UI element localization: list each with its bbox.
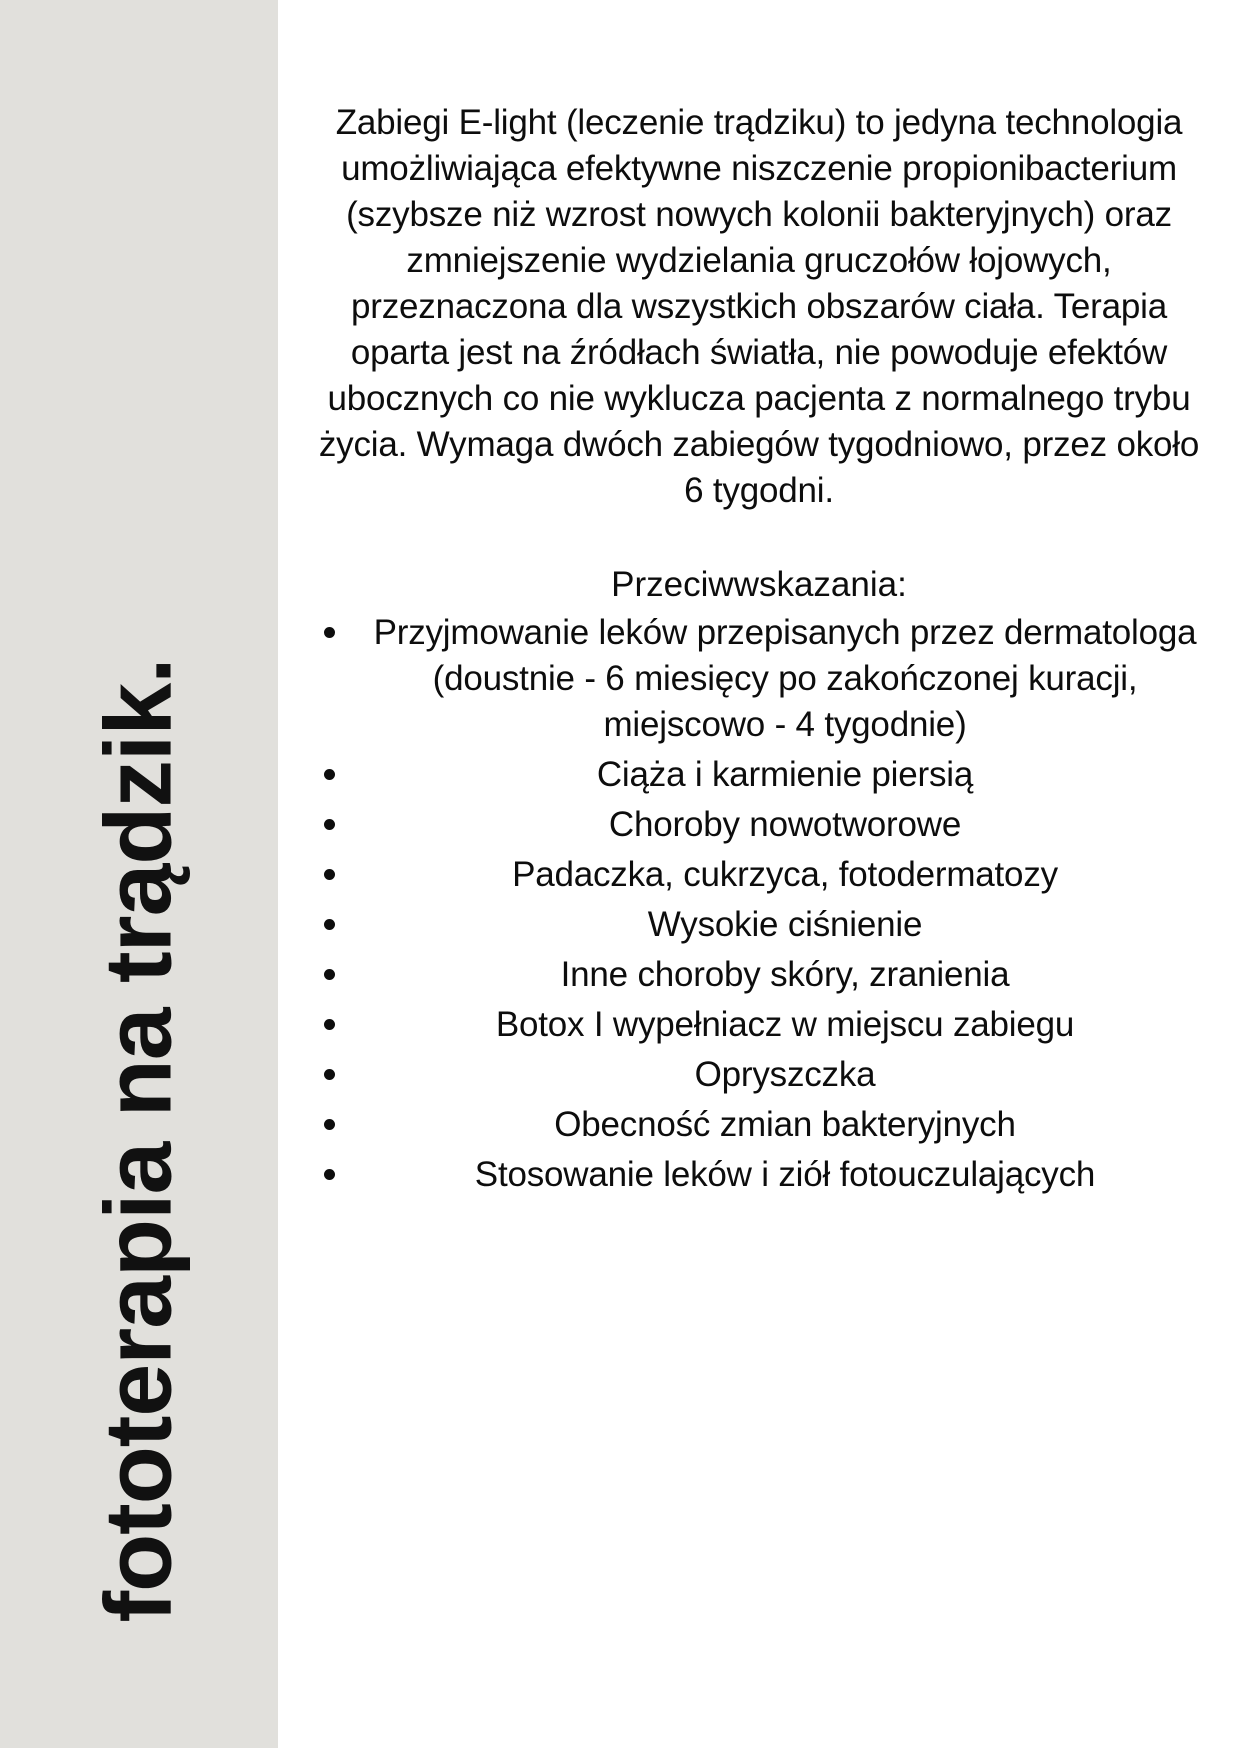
list-item bbox=[308, 902, 1210, 948]
list-item-label: Stosowanie leków i ziół fotouczulających bbox=[474, 1155, 1096, 1195]
bullet-icon bbox=[324, 1119, 335, 1130]
bullet-icon bbox=[324, 819, 335, 830]
intro-paragraph: Zabiegi E-light (leczenie trądziku) to jedyna technologia umożliwiająca efektywne niszczenie propionibacterium (szybsze niż wzrost nowych kolonii bakteryjnych) oraz zmniejszenie wydzielania gruczołów łojowych, przeznaczona dla wszystkich obszarów ciała. Terapia oparta jest na źródłach światła, nie powoduje efektów ubocznych co nie wyklucza pacjenta z normalnego trybu życia. Wymaga dwóch zabiegów tygodniowo, przez około 6 tygodni. bbox=[318, 103, 1200, 511]
bullet-icon bbox=[324, 627, 335, 638]
bullet-icon bbox=[324, 919, 335, 930]
section-spacer bbox=[308, 514, 1210, 562]
contraindications-heading: Przeciwwskazania: bbox=[611, 565, 907, 605]
list-item bbox=[308, 852, 1210, 898]
list-item-label: Inne choroby skóry, zranienia bbox=[560, 955, 1010, 995]
list-item bbox=[308, 952, 1210, 998]
vertical-page-title: fototerapia na trądzik. bbox=[85, 658, 192, 1623]
list-item bbox=[308, 752, 1210, 798]
bullet-icon bbox=[324, 1019, 335, 1030]
list-item bbox=[308, 610, 1210, 748]
list-item bbox=[308, 1002, 1210, 1048]
list-item-label: Obecność zmian bakteryjnych bbox=[554, 1105, 1016, 1145]
content-column bbox=[278, 0, 1240, 1748]
list-item bbox=[308, 1052, 1210, 1098]
list-item bbox=[308, 1152, 1210, 1198]
list-item-label: Choroby nowotworowe bbox=[608, 805, 962, 845]
list-item-label: Padaczka, cukrzyca, fotodermatozy bbox=[512, 855, 1058, 895]
bullet-icon bbox=[324, 769, 335, 780]
list-item-label: Opryszczka bbox=[694, 1055, 876, 1095]
contraindications-list bbox=[308, 610, 1210, 1198]
bullet-icon bbox=[324, 969, 335, 980]
list-item bbox=[308, 802, 1210, 848]
list-item-label: Przyjmowanie leków przepisanych przez dermatologa (doustnie - 6 miesięcy po zakończonej kuracji, miejscowo - 4 tygodnie) bbox=[373, 613, 1197, 745]
list-item-label: Ciąża i karmienie piersią bbox=[596, 755, 974, 795]
list-item bbox=[308, 1102, 1210, 1148]
vertical-title-band bbox=[0, 0, 278, 1748]
bullet-icon bbox=[324, 1169, 335, 1180]
bullet-icon bbox=[324, 1069, 335, 1080]
list-item-label: Botox I wypełniacz w miejscu zabiegu bbox=[495, 1005, 1075, 1045]
list-item-label: Wysokie ciśnienie bbox=[647, 905, 923, 945]
vertical-title-wrapper bbox=[0, 0, 278, 1748]
bullet-icon bbox=[324, 869, 335, 880]
